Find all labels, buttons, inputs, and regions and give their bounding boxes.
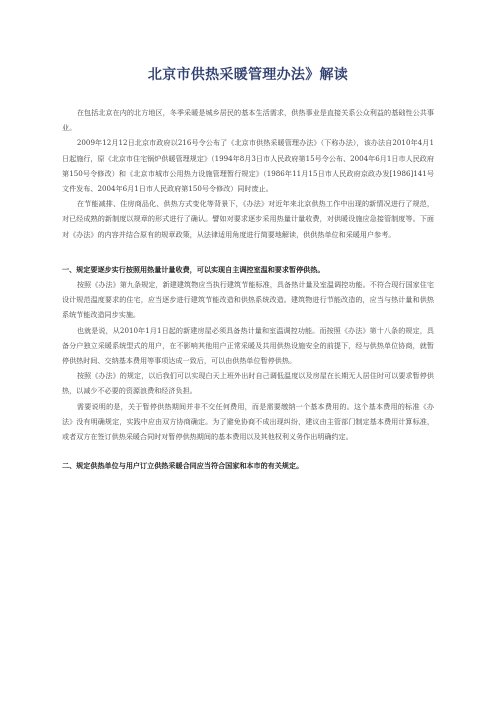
intro-paragraph-1: 在包括北京在内的北方地区，冬季采暖是城乡居民的基本生活需求，供热事业是直接关系公众利益的基础性公共事业。 <box>62 108 434 133</box>
intro-paragraph-2: 2009年12月12日北京市政府以216号令公布了《北京市供热采暖管理办法》（下称办法），该办法自2010年4月1日起施行，原《北京市住宅锅炉供暖管理规定》（1994年8月3日市人民政府第15号令公布、2004年6月1日市人民政府第150号令修改）和《北京市城市公用热力设施管理暂行规定》（1986年11月15日市人民政府京政办发[1986]141号文件发布、2004年6月1日市人民政府第150号令修改）同时废止。 <box>62 138 434 194</box>
section-2-heading: 二、规定供热单位与用户订立供热采暖合同应当符合国家和本市的有关规定。 <box>62 461 304 471</box>
section-1-heading: 一、规定要逐步实行按照用热量计量收费，可以实现自主调控室温和要求暂停供热。 <box>62 264 325 274</box>
section-1-paragraph-2: 也就是说，从2010年1月1日起的新建房屋必须具备热计量和室温调控功能。而按照《办法》第十八条的规定，具备分户独立采暖系统型式的用户，在不影响其他用户正常采暖及共用供热设施安全的前提下，经与供热单位协商，就暂停供热时间、交纳基本费用等事项达成一致后，可以由供热单位暂停供热。 <box>62 325 434 366</box>
section-1-paragraph-4: 需要说明的是，关于暂停供热期间并非不交任何费用，而是需要缴纳一个基本费用的。这个基本费用的标准《办法》没有明确规定，实践中应由双方协商确定。为了避免协商不成出现纠纷，建议由主管部门制定基本费用计算标准，或者双方在签订供热采暖合同时对暂停供热期间的基本费用以及其他权利义务作出明确约定。 <box>62 401 434 442</box>
spacer <box>62 242 434 252</box>
section-1-paragraph-1: 按照《办法》第九条规定，新建建筑物应当执行建筑节能标准，具备热计量及室温调控功能。不符合现行国家住宅设计规范温度要求的住宅，应当逐步进行建筑节能改造和供热系统改造。建筑物进行节能改造的，应当与热计量和供热系统节能改造同步实施。 <box>62 280 434 320</box>
intro-paragraph-3: 在节能减排、住房商品化、供热方式变化等背景下，《办法》对近年来北京供热工作中出现的新情况进行了规范，对已经成熟的新制度以规章的形式进行了确认。譬如对要求逐步采用热量计量收费，对供暖设施应急接管制度等。下面对《办法》的内容并结合原有的规章政策，从法律适用角度进行简要地解读，供供热单位和采暖用户参考。 <box>62 199 434 239</box>
page-title: 北京市供热采暖管理办法》解读 <box>147 67 349 83</box>
section-1-paragraph-3: 按照《办法》的规定，以后我们可以实现白天上班外出时自己调低温度以及房屋在长期无人居住时可以要求暂停供热，以减少不必要的资源浪费和经济负担。 <box>62 371 434 396</box>
